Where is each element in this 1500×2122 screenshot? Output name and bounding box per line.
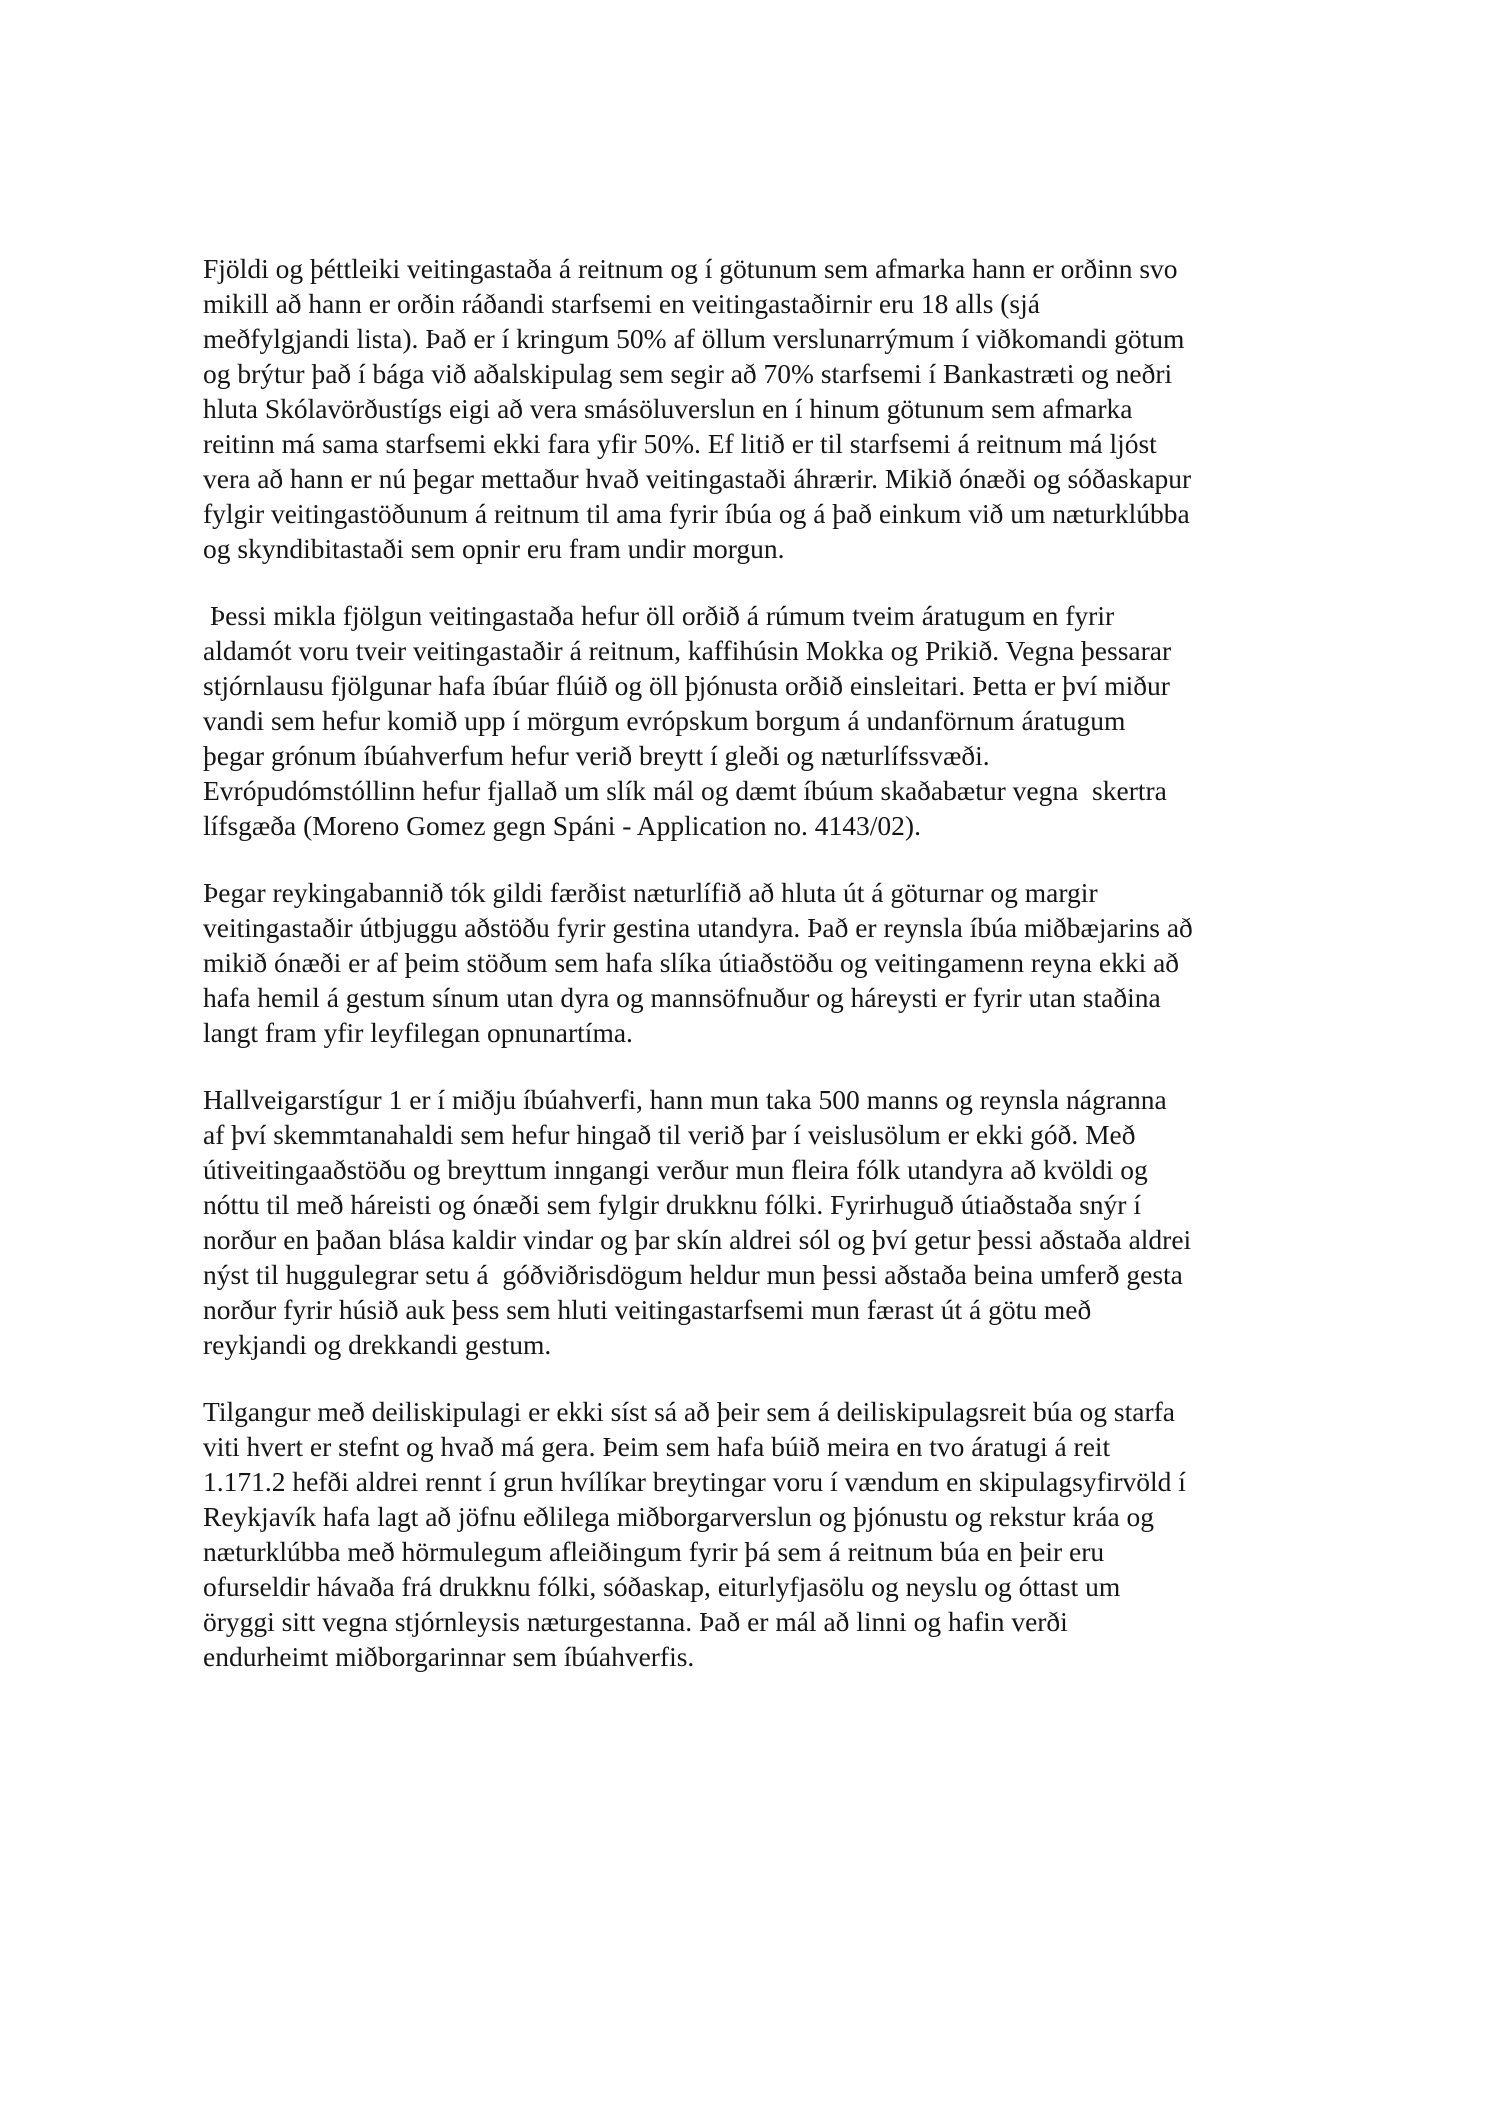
text-line: hafa hemil á gestum sínum utan dyra og mannsöfnuður og háreysti er fyrir utan staðina	[203, 982, 1161, 1013]
text-line: lífsgæða (Moreno Gomez gegn Spáni - Application no. 4143/02).	[203, 810, 921, 841]
text-line: vandi sem hefur komið upp í mörgum evrópskum borgum á undanförnum áratugum	[203, 705, 1126, 736]
text-line: stjórnlausu fjölgunar hafa íbúar flúið og öll þjónusta orðið einsleitari. Þetta er því miður	[203, 670, 1170, 701]
text-line: og skyndibitastaði sem opnir eru fram undir morgun.	[203, 533, 785, 564]
text-line: norður en þaðan blása kaldir vindar og þar skín aldrei sól og því getur þessi aðstaða aldrei	[203, 1224, 1192, 1255]
text-line: vera að hann er nú þegar mettaður hvað veitingastaði áhrærir. Mikið ónæði og sóðaskapur	[203, 463, 1192, 494]
text-line: reykjandi og drekkandi gestum.	[203, 1329, 552, 1360]
text-line: hluta Skólavörðustígs eigi að vera smásöluverslun en í hinum götunum sem afmarka	[203, 393, 1133, 424]
paragraph	[203, 598, 1303, 843]
paragraph	[203, 875, 1303, 1050]
text-line: norður fyrir húsið auk þess sem hluti veitingastarfsemi mun færast út á götu með	[203, 1294, 1092, 1325]
text-line: Þegar reykingabannið tók gildi færðist næturlífið að hluta út á göturnar og margir	[203, 877, 1098, 908]
text-line: aldamót voru tveir veitingastaðir á reitnum, kaffihúsin Mokka og Prikið. Vegna þessarar	[203, 635, 1172, 666]
text-line: Hallveigarstígur 1 er í miðju íbúahverfi, hann mun taka 500 manns og reynsla nágranna	[203, 1084, 1167, 1115]
text-line: viti hvert er stefnt og hvað má gera. Þeim sem hafa búið meira en tvo áratugi á reit	[203, 1431, 1111, 1462]
text-line: Reykjavík hafa lagt að jöfnu eðlilega miðborgarverslun og þjónustu og rekstur kráa og	[203, 1501, 1155, 1532]
text-line: fylgir veitingastöðunum á reitnum til ama fyrir íbúa og á það einkum við um næturklúbba	[203, 498, 1190, 529]
paragraph	[203, 1082, 1303, 1362]
text-line: mikill að hann er orðin ráðandi starfsemi en veitingastaðirnir eru 18 alls (sjá	[203, 288, 1040, 319]
paragraph	[203, 251, 1303, 566]
text-line: þegar grónum íbúahverfum hefur verið breytt í gleði og næturlífssvæði.	[203, 740, 990, 771]
text-line: meðfylgjandi lista). Það er í kringum 50% af öllum verslunarrýmum í viðkomandi götum	[203, 323, 1185, 354]
text-line: nóttu til með háreisti og ónæði sem fylgir drukknu fólki. Fyrirhuguð útiaðstaða snýr í	[203, 1189, 1141, 1220]
text-line: veitingastaðir útbjuggu aðstöðu fyrir gestina utandyra. Það er reynsla íbúa miðbæjarins að	[203, 912, 1193, 943]
text-line: mikið ónæði er af þeim stöðum sem hafa slíka útiaðstöðu og veitingamenn reyna ekki að	[203, 947, 1180, 978]
document-body	[203, 251, 1303, 1706]
text-line: langt fram yfir leyfilegan opnunartíma.	[203, 1017, 633, 1048]
text-line: Fjöldi og þéttleiki veitingastaða á reitnum og í götunum sem afmarka hann er orðinn svo	[203, 253, 1178, 284]
text-line: Þessi mikla fjölgun veitingastaða hefur öll orðið á rúmum tveim áratugum en fyrir	[203, 600, 1115, 631]
text-line: 1.171.2 hefði aldrei rennt í grun hvílíkar breytingar voru í vændum en skipulagsyfirvöld í	[203, 1466, 1186, 1497]
text-line: og brýtur það í bága við aðalskipulag sem segir að 70% starfsemi í Bankastræti og neðri	[203, 358, 1173, 389]
text-line: endurheimt miðborgarinnar sem íbúahverfis.	[203, 1641, 695, 1672]
text-line: Evrópudómstóllinn hefur fjallað um slík mál og dæmt íbúum skaðabætur vegna skertra	[203, 775, 1167, 806]
text-line: reitinn má sama starfsemi ekki fara yfir 50%. Ef litið er til starfsemi á reitnum má ljóst	[203, 428, 1157, 459]
text-line: Tilgangur með deiliskipulagi er ekki síst sá að þeir sem á deiliskipulagsreit búa og starfa	[203, 1396, 1175, 1427]
text-line: öryggi sitt vegna stjórnleysis næturgestanna. Það er mál að linni og hafin verði	[203, 1606, 1068, 1637]
text-line: útiveitingaaðstöðu og breyttum inngangi verður mun fleira fólk utandyra að kvöldi og	[203, 1154, 1148, 1185]
text-line: næturklúbba með hörmulegum afleiðingum fyrir þá sem á reitnum búa en þeir eru	[203, 1536, 1105, 1567]
text-line: nýst til huggulegrar setu á góðviðrisdögum heldur mun þessi aðstaða beina umferð gesta	[203, 1259, 1183, 1290]
text-line: ofurseldir hávaða frá drukknu fólki, sóðaskap, eiturlyfjasölu og neyslu og óttast um	[203, 1571, 1121, 1602]
text-line: af því skemmtanahaldi sem hefur hingað til verið þar í veislusölum er ekki góð. Með	[203, 1119, 1136, 1150]
paragraph	[203, 1394, 1303, 1674]
